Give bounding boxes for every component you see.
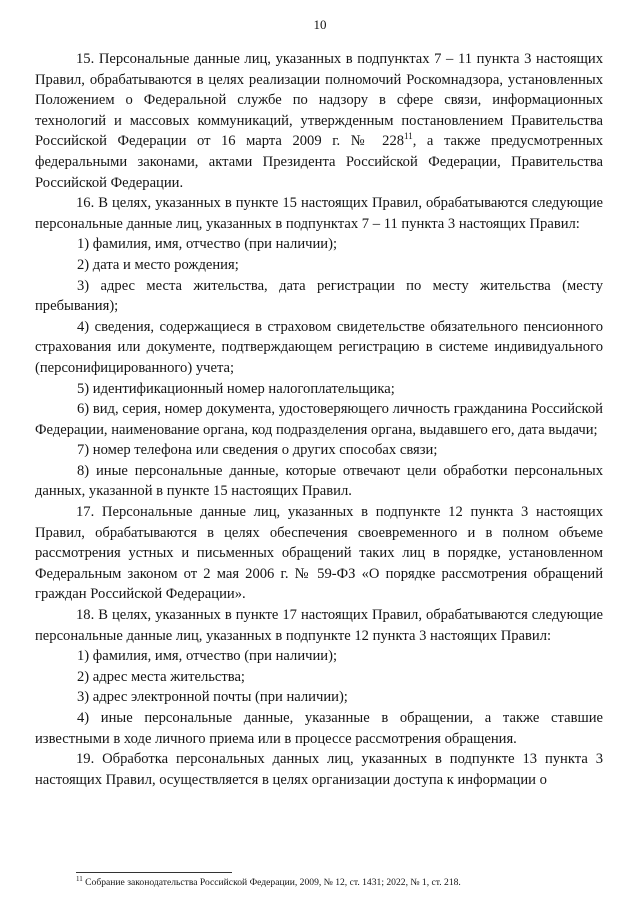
paragraph-16-item: 2) дата и место рождения;: [77, 256, 239, 273]
document-body: [35, 49, 603, 790]
paragraph-19: 19. Обработка персональных данных лиц, указанных в подпункте 13 пункта 3 настоящих Правил, осуществляется в целях организации доступа к информации о: [35, 751, 603, 788]
paragraph-16-item: 1) фамилия, имя, отчество (при наличии);: [77, 236, 338, 253]
paragraph-18-item: 4) иные персональные данные, указанные в обращении, а также ставшие известными в ходе личного приема или в процессе рассмотрения обращения.: [35, 710, 603, 747]
paragraph-16-item: 7) номер телефона или сведения о других способах связи;: [77, 442, 438, 459]
paragraph-16-item: 3) адрес места жительства, дата регистрации по месту жительства (месту пребывания);: [35, 277, 603, 315]
paragraph-15-text-continued: , а также предусмотренных федеральными законами, актами Президента Российской Федерации, Правительства Российской Федерации.: [35, 133, 603, 191]
paragraph-17: 17. Персональные данные лиц, указанных в подпункте 12 пункта 3 настоящих Правил, обрабатываются в целях обеспечения своевременного и в полном объеме рассмотрения устных и письменных обращений таких лиц в порядке, установленном Федеральным законом от 2 мая 2006 г. № 59-ФЗ «О порядке рассмотрения обращений граждан Российской Федерации».: [35, 504, 603, 603]
footnote: [76, 874, 616, 889]
footnote-text: Собрание законодательства Российской Федерации, 2009, № 12, ст. 1431; 2022, № 1, ст. 218.: [82, 877, 461, 888]
paragraph-16-item: 6) вид, серия, номер документа, удостоверяющего личность гражданина Российской Федерации, наименование органа, код подразделения органа, выдавшего его, дата выдачи;: [35, 401, 603, 438]
paragraph-15-text: 15. Персональные данные лиц, указанных в подпунктах 7 – 11 пункта 3 настоящих Правил, обрабатываются в целях реализации полномочий Роскомнадзора, установленных Положением о Федеральной службе по надзору в сфере связи, информационных технологий и массовых коммуникаций, утвержденным постановлением Правительства Российской Федерации от 16 марта 2009 г. № 228: [35, 51, 603, 150]
paragraph-16-item: 8) иные персональные данные, которые отвечают цели обработки персональных данных, указанной в пункте 15 настоящих Правил.: [35, 462, 603, 500]
paragraph-18-item: 2) адрес места жительства;: [77, 668, 245, 685]
paragraph-16: 16. В целях, указанных в пункте 15 настоящих Правил, обрабатываются следующие персональные данные лиц, указанных в подпунктах 7 – 11 пункта 3 настоящих Правил:: [35, 195, 603, 232]
paragraph-18-item: 1) фамилия, имя, отчество (при наличии);: [77, 648, 338, 665]
page-number: 10: [313, 17, 327, 32]
paragraph-18-item: 3) адрес электронной почты (при наличии);: [77, 689, 348, 706]
paragraph-18: 18. В целях, указанных в пункте 17 настоящих Правил, обрабатываются следующие персональные данные лиц, указанных в подпункте 12 пункта 3 настоящих Правил:: [35, 607, 603, 644]
footnote-reference: 11: [404, 131, 413, 142]
paragraph-15: [35, 49, 603, 193]
footnote-separator: [76, 872, 232, 873]
paragraph-16-item: 4) сведения, содержащиеся в страховом свидетельстве обязательного пенсионного страхования или документе, подтверждающем регистрацию в системе индивидуального (персонифицированного) учета;: [35, 318, 603, 376]
footnote-number: 11: [76, 874, 83, 883]
paragraph-16-item: 5) идентификационный номер налогоплательщика;: [77, 380, 395, 397]
